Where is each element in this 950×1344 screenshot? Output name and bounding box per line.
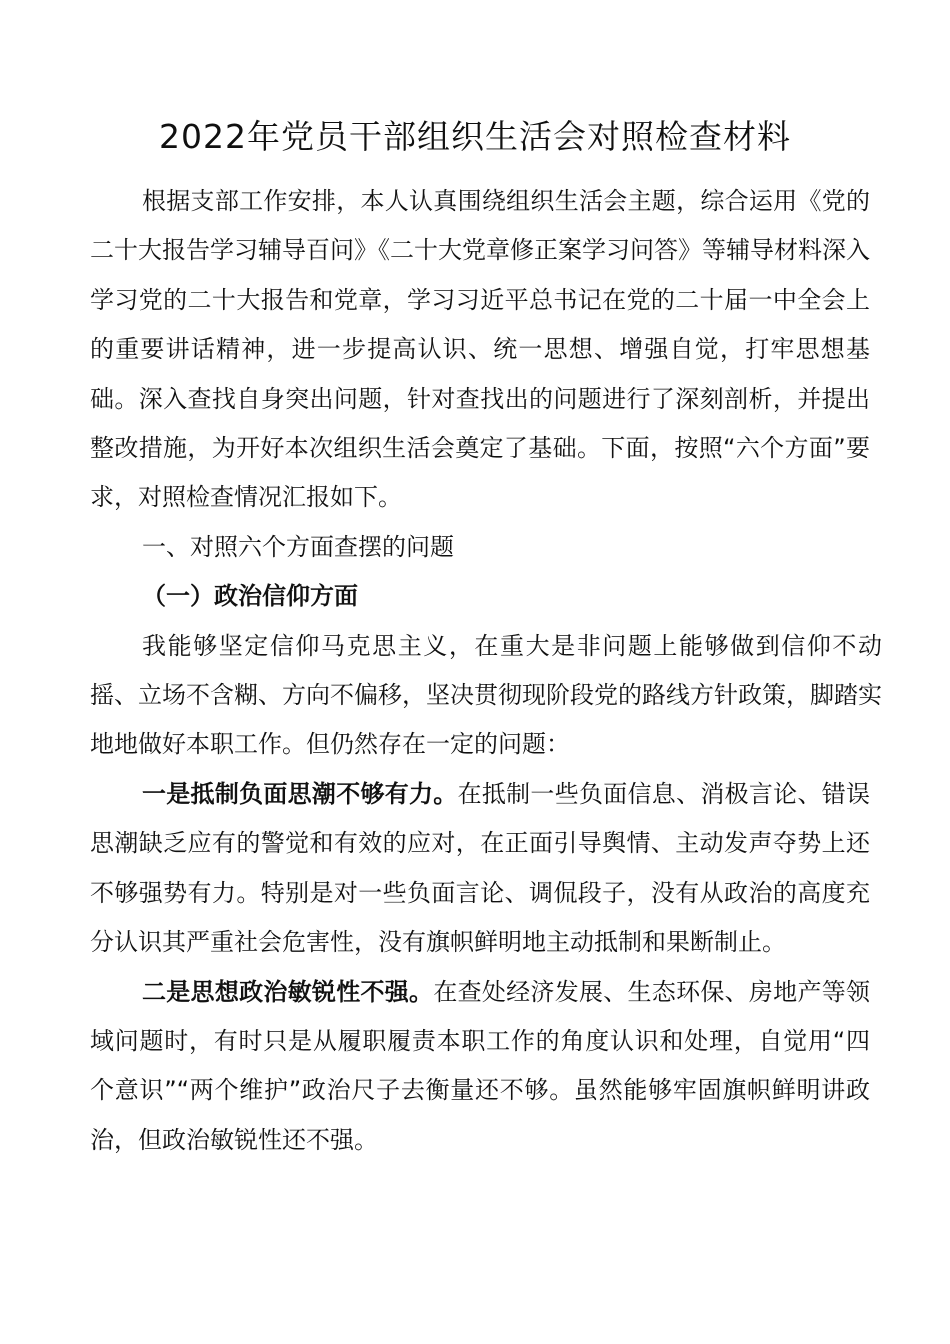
point-two-body: 在查处经济发展、生态环保、房地产等领域问题时，有时只是从履职履责本职工作的角度认识和处理，自觉用“四个意识”“两个维护”政治尺子去衡量还不够。虽然能够牢固旗帜鲜明讲政治，但政治敏锐性还不强。 (90, 977, 871, 1154)
point-one-body: 在抵制一些负面信息、消极言论、错误思潮缺乏应有的警觉和有效的应对，在正面引导舆情、主动发声夺势上还不够强势有力。特别是对一些负面言论、调侃段子，没有从政治的高度充分认识其严重社会危害性，没有旗帜鲜明地主动抵制和果断制止。 (90, 779, 871, 957)
point-two-paragraph (90, 968, 870, 1166)
document-title: 2022年党员干部组织生活会对照检查材料 (159, 117, 791, 156)
point-one-lead: 一是抵制负面思潮不够有力。 (142, 779, 458, 808)
point-one-paragraph (90, 770, 870, 968)
subsection-heading: （一）政治信仰方面 (142, 582, 358, 611)
point-two-lead: 二是思想政治敏锐性不强。 (142, 977, 434, 1006)
section-heading: 一、对照六个方面查摆的问题 (142, 532, 454, 561)
political-faith-paragraph: 我能够坚定信仰马克思主义，在重大是非问题上能够做到信仰不动摇、立场不含糊、方向不偏移，坚决贯彻现阶段党的路线方针政策，脚踏实地地做好本职工作。但仍然存在一定的问题： (90, 631, 882, 759)
intro-paragraph: 根据支部工作安排，本人认真围绕组织生活会主题，综合运用《党的二十大报告学习辅导百问》《二十大党章修正案学习问答》等辅导材料深入学习党的二十大报告和党章，学习习近平总书记在党的二十届一中全会上的重要讲话精神，进一步提高认识、统一思想、增强自觉，打牢思想基础。深入查找自身突出问题，针对查找出的问题进行了深刻剖析，并提出整改措施，为开好本次组织生活会奠定了基础。下面，按照“六个方面”要求，对照检查情况汇报如下。 (90, 187, 870, 512)
document-body (90, 177, 882, 1165)
